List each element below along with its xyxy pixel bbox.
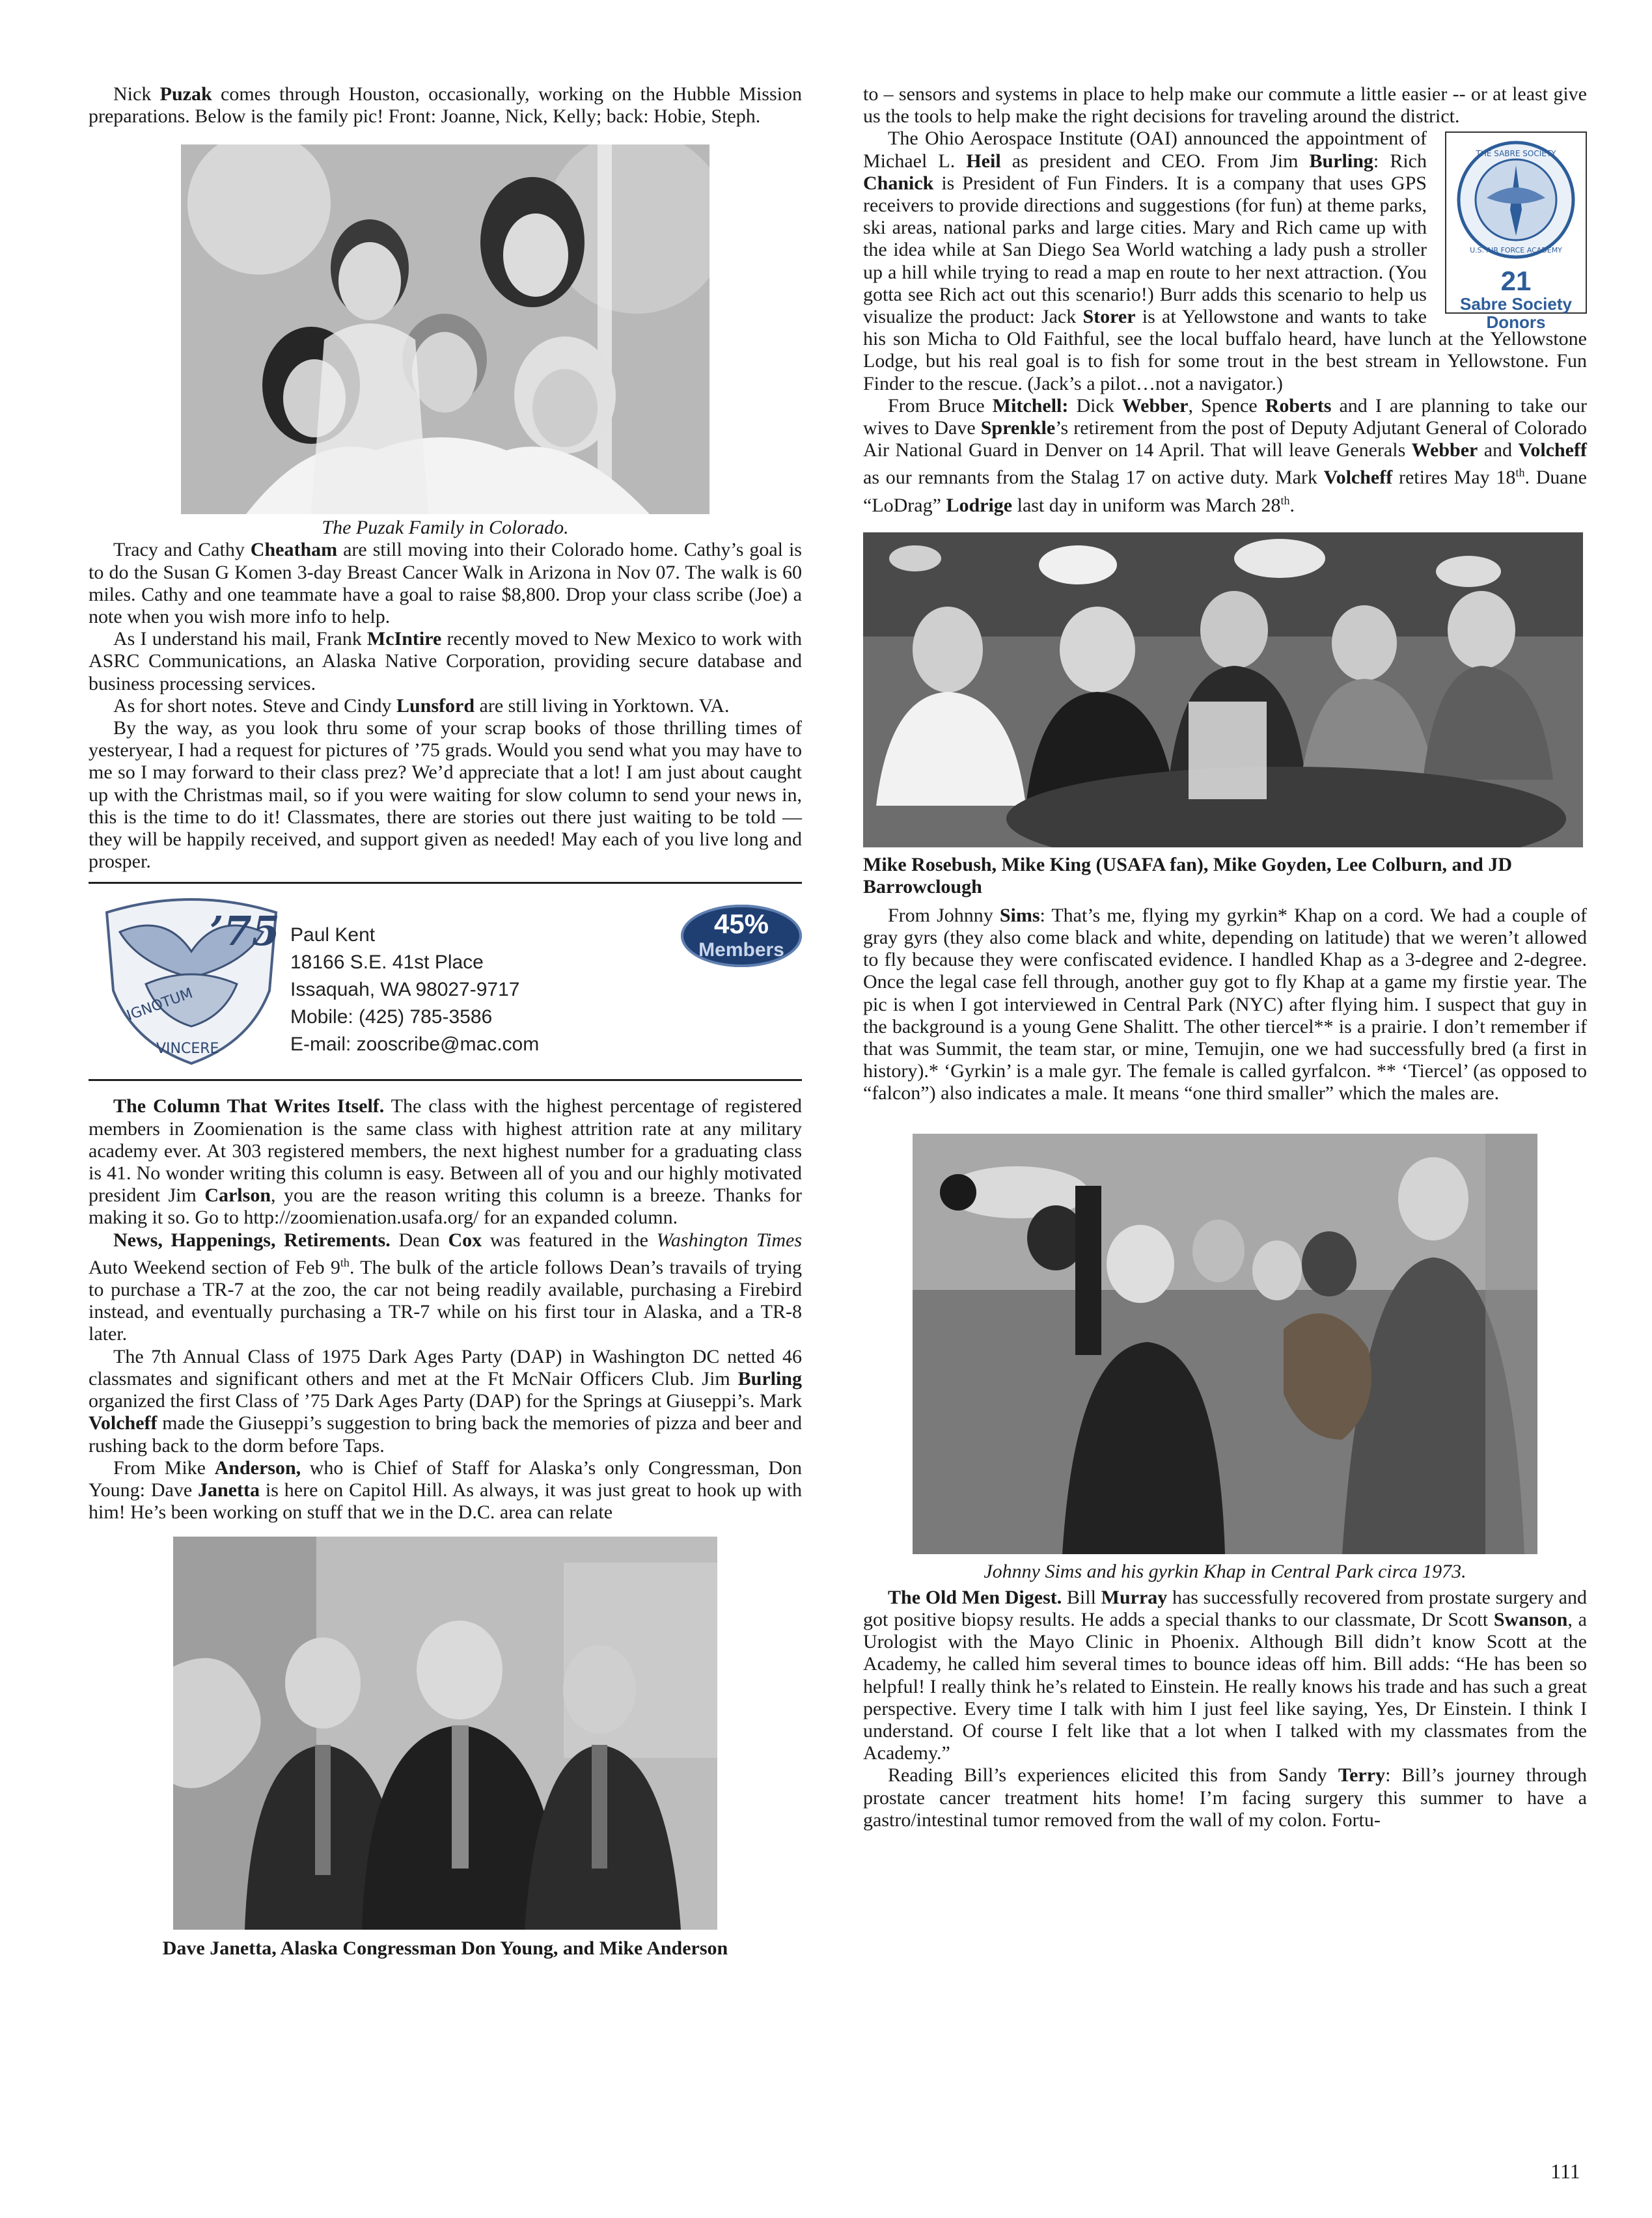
sabre-label-1: Sabre Society: [1460, 294, 1572, 314]
right-column: [863, 83, 1587, 1831]
restaurant-photo-caption: Mike Rosebush, Mike King (USAFA fan), Mike Goyden, Lee Colburn, and JD Barrowclough: [863, 853, 1513, 897]
svg-text:’75: ’75: [210, 907, 280, 955]
sabre-society-seal-icon: [1454, 138, 1578, 262]
scribe-address-line1: 18166 S.E. 41st Place: [290, 952, 484, 974]
mitchell-paragraph: From Bruce Mitchell: Dick Webber, Spence Roberts and I are planning to take our wives to Dave Sprenkle’s retirement from the post of Deputy Adjutant General of Colorado Air National Guard in Denver on 14 April. That will leave Generals Webber and Volcheff as our remnants from the Stalag 17 on active duty. Mark Volcheff retires May 18th. Duane “LoDrag” Lodrige last day in uniform was March 28th.: [863, 394, 1588, 516]
dark-ages-party-paragraph: The 7th Annual Class of 1975 Dark Ages Party (DAP) in Washington DC netted 46 classmates and significant others and met at the Ft McNair Officers Club. Jim Burling organized the first Class of ’75 Dark Ages Party (DAP) for the Springs at Giuseppi’s. Mark Volcheff made the Giuseppi’s suggestion to bring back the memories of pizza and beer and rushing back to the dorm before Taps.: [89, 1345, 802, 1457]
central-park-photo-caption: Johnny Sims and his gyrkin Khap in Central Park circa 1973.: [984, 1560, 1466, 1582]
janetta-young-anderson-photo: [173, 1537, 717, 1930]
members-percent-badge: 45% Members: [681, 905, 802, 967]
sabre-donor-count: 21: [1500, 265, 1532, 296]
svg-text:THE SABRE SOCIETY: THE SABRE SOCIETY: [1476, 149, 1556, 159]
left-column: [89, 83, 802, 1960]
anderson-paragraph: From Mike Anderson, who is Chief of Staff for Alaska’s only Congressman, Don Young: Dave Janetta is here on Capitol Hill. As always, it was just great to hook up with him! He’s been working on stuff that we in the D.C. area can relate: [89, 1457, 803, 1524]
sims-paragraph: From Johnny Sims: That’s me, flying my gyrkin* Khap on a cord. We had a couple of gray gyrs (they also come black and white, depending on latitude) that we weren’t allowed to fly because they were confiscated evidence. I handled Khap as a 3-degree and 2-degree. Once the legal case fell through, another guy got to fly Khap at a game my firstie year. The pic is when I got interviewed in Central Park (NYC) after flying him. I suspect that guy in the background is a young Gene Shalitt. The other tiercel** is a prairie. I don’t remember if that was Summit, the team star, or mine, Temujin, one we had successfully bred (a first in history).* ‘Gyrkin’ is a male gyr. The female is called gyrfalcon. ** ‘Tiercel’ (as opposed to “falcon”) also indicates a male. It means “one third smaller” which the males are.: [863, 904, 1587, 1104]
puzak-paragraph: Nick Puzak comes through Houston, occasionally, working on the Hubble Mission preparations. Below is the family pic! Front: Joanne, Nick, Kelly; back: Hobie, Steph.: [89, 83, 802, 128]
cheatham-paragraph: Tracy and Cathy Cheatham are still moving into their Colorado home. Cathy’s goal is to do the Susan G Komen 3-day Breast Cancer Walk in Arizona in Nov 07. The walk is 60 miles. Cathy and one teammate have a goal to raise $8,800. Drop your class scribe (Joe) a note when you wish more info to help.: [89, 539, 802, 628]
column-writes-itself-paragraph: The Column That Writes Itself. The class with the highest percentage of registered members in Zoomienation is the same class with highest attrition rate at any military academy ever. At 303 registered members, the next highest number for a graduating class is 41. No wonder writing this column is easy. Between all of you and our highly motivated president Jim Carlson, you are the reason writing this column is a breeze. Thanks for making it so. Go to http://zoomienation.usafa.org/ for an expanded column.: [89, 1095, 802, 1229]
page-number: 111: [1550, 2159, 1580, 2183]
janetta-photo-caption: Dave Janetta, Alaska Congressman Don Young, and Mike Anderson: [162, 1937, 728, 1960]
divider-bottom: [89, 1079, 802, 1081]
sabre-label-2: Donors: [1486, 312, 1546, 332]
puzak-photo-caption: The Puzak Family in Colorado.: [322, 517, 569, 539]
sabre-society-box: [1445, 131, 1587, 332]
svg-text:IGNOTUM: IGNOTUM: [124, 985, 195, 1025]
central-park-falcon-photo: [913, 1134, 1537, 1554]
commute-paragraph: to – sensors and systems in place to help make our commute a little easier -- or at least give us the tools to help make the right decisions for traveling around the district.: [863, 83, 1587, 128]
class-scribe-box: [89, 884, 802, 1079]
scribe-address-line2: Issaquah, WA 98027-9717: [290, 979, 520, 1001]
lunsford-paragraph: As for short notes. Steve and Cindy Lunsford are still living in Yorktown. VA.: [113, 694, 730, 717]
scribe-email[interactable]: E-mail: zooscribe@mac.com: [290, 1034, 540, 1056]
mcintire-paragraph: As I understand his mail, Frank McIntire recently moved to New Mexico to work with ASRC Communications, an Alaska Native Corporation, providing secure database and business processing services.: [89, 628, 803, 694]
scribe-contact: [290, 922, 539, 1058]
svg-text:VINCERE: VINCERE: [156, 1041, 219, 1058]
terry-paragraph: Reading Bill’s experiences elicited this from Sandy Terry: Bill’s journey through prostate cancer treatment hits home! I’m facing surgery this summer to have a gastro/intestinal tumor removed from the wall of my colon. Fortu-: [863, 1764, 1588, 1831]
news-happenings-paragraph: News, Happenings, Retirements. Dean Cox was featured in the Washington Times Auto Weekend section of Feb 9th. The bulk of the article follows Dean’s travails of trying to purchase a TR-7 at the zoo, the car not being readily available, purchasing a Firebird instead, and eventually purchasing a TR-7 while on his first tour in Alaska, and a TR-8 later.: [89, 1229, 802, 1345]
old-men-digest-paragraph: The Old Men Digest. Bill Murray has successfully recovered from prostate surgery and got positive biopsy results. He adds a special thanks to our classmate, Dr Scott Swanson, a Urologist with the Mayo Clinic in Phoenix. Although Bill didn’t know Scott at the Academy, he called him several times to bounce ideas off him. Bill adds: “He has been so helpful! I really think he’s related to Einstein. He really knows his trade and has such a great perspective. Every time I talk with him I just feel like saying, Yes, Dr Einstein. I think I understand. Of course I felt like that a lot when I talked with my classmates from the Academy.”: [863, 1586, 1588, 1764]
scribe-name: Paul Kent: [290, 924, 376, 946]
restaurant-group-photo: [863, 532, 1583, 847]
svg-text:U.S. AIR FORCE ACADEMY: U.S. AIR FORCE ACADEMY: [1470, 246, 1562, 255]
scribe-mobile: Mobile: (425) 785-3586: [290, 1006, 493, 1028]
ohio-aerospace-paragraph: THE SABRE SOCIETY U.S. AIR FORCE ACADEMY 21 Sabre Society Donors The Ohio Aerospace Institute (OAI) announced the appointment of Michael L. Heil as president and CEO. From Jim Burling: Rich Chanick is President of Fun Finders. It is a company that uses GPS receivers to provide directions and suggestions (for fun) at theme parks, ski areas, national parks and large cities. Mary and Rich came up with the idea while at San Diego Sea World watching a lady push a stroller up a hill while trying to read a map en route to her next attraction. (You gotta see Rich act out this scenario!) Burr adds this scenario to help us visualize the product: Jack Storer is at Yellowstone and wants to take his son Micha to Old Faithful, see the local buffalo heard, have lunch at the Yellowstone Lodge, but his real goal is to fish for some trout in the best stream in Yellowstone. Fun Finder to the rescue. (Jack’s a pilot…not a navigator.): [863, 128, 1587, 394]
scrapbook-paragraph: By the way, as you look thru some of your scrap books of those thrilling times of yesteryear, I had a request for pictures of ’75 grads. Would you send what you may have to me so I may forward to their class prez? We’d appreciate that a lot! I am just about caught up with the Christmas mail, so if you were waiting for slow column to send your news in, this is the time to do it! Classmates, there are stories out there just waiting to be told — they will be happily received, and support given as needed! May each of you live long and prosper.: [89, 717, 802, 873]
class-crest-icon: [94, 893, 289, 1069]
puzak-family-photo: [181, 144, 709, 514]
